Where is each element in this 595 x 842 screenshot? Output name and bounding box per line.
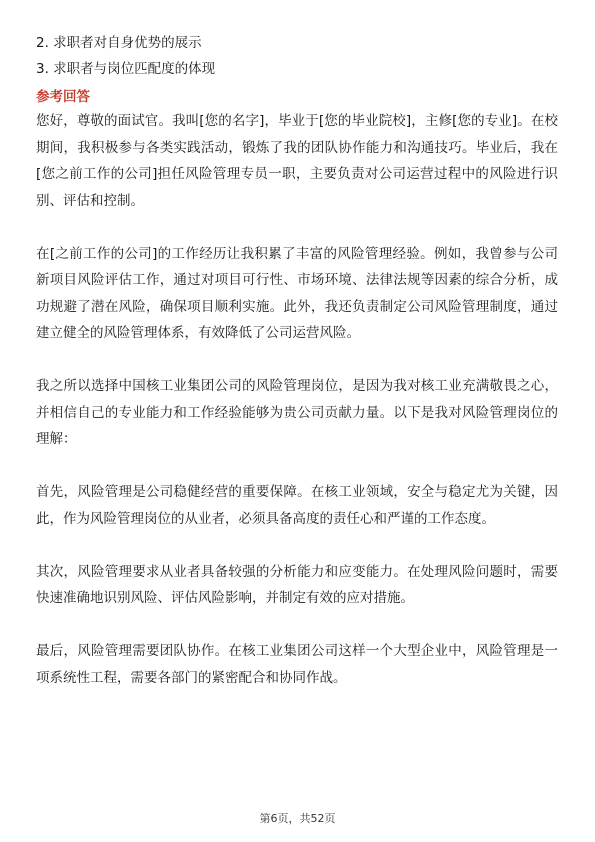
paragraph-spacer	[36, 612, 558, 639]
paragraph-second-point: 其次，风险管理要求从业者具备较强的分析能力和应变能力。在处理风险问题时，需要快速准确地识别风险、评估风险影响，并制定有效的应对措施。	[36, 563, 558, 606]
paragraph-motivation: 我之所以选择中国核工业集团公司的风险管理岗位，是因为我对核工业充满敬畏之心，并相信自己的专业能力和工作经验能够为贵公司贡献力量。以下是我对风险管理岗位的理解：	[36, 378, 558, 447]
paragraph-first-point: 首先，风险管理是公司稳健经营的重要保障。在核工业领域，安全与稳定尤为关键，因此，作为风险管理岗位的从业者，必须具备高度的责任心和严谨的工作态度。	[36, 484, 558, 527]
list-item-2: 2. 求职者对自身优势的展示	[36, 35, 202, 51]
page-number-footer: 第6页，共52页	[259, 812, 336, 825]
paragraph-spacer	[36, 214, 558, 241]
list-item-3: 3. 求职者与岗位匹配度的体现	[36, 61, 216, 77]
paragraph-spacer	[36, 532, 558, 559]
paragraph-spacer	[36, 347, 558, 374]
paragraph-spacer	[36, 453, 558, 480]
paragraph-experience: 在[之前工作的公司]的工作经历让我积累了丰富的风险管理经验。例如，我曾参与公司新项目风险评估工作，通过对项目可行性、市场环境、法律法规等因素的综合分析，成功规避了潜在风险，确保项目顺利实施。此外，我还负责制定公司风险管理制度，通过建立健全的风险管理体系，有效降低了公司运营风险。	[36, 245, 558, 341]
section-heading-reference-answer: 参考回答	[36, 89, 90, 105]
document-page	[36, 30, 558, 691]
paragraph-intro: 您好，尊敬的面试官。我叫[您的名字]，毕业于[您的毕业院校]，主修[您的专业]。在校期间，我积极参与各类实践活动，锻炼了我的团队协作能力和沟通技巧。毕业后，我在[您之前工作的公司]担任风险管理专员一职，主要负责对公司运营过程中的风险进行识别、评估和控制。	[36, 113, 558, 209]
paragraph-last-point: 最后，风险管理需要团队协作。在核工业集团公司这样一个大型企业中，风险管理是一项系统性工程，需要各部门的紧密配合和协同作战。	[36, 643, 558, 686]
